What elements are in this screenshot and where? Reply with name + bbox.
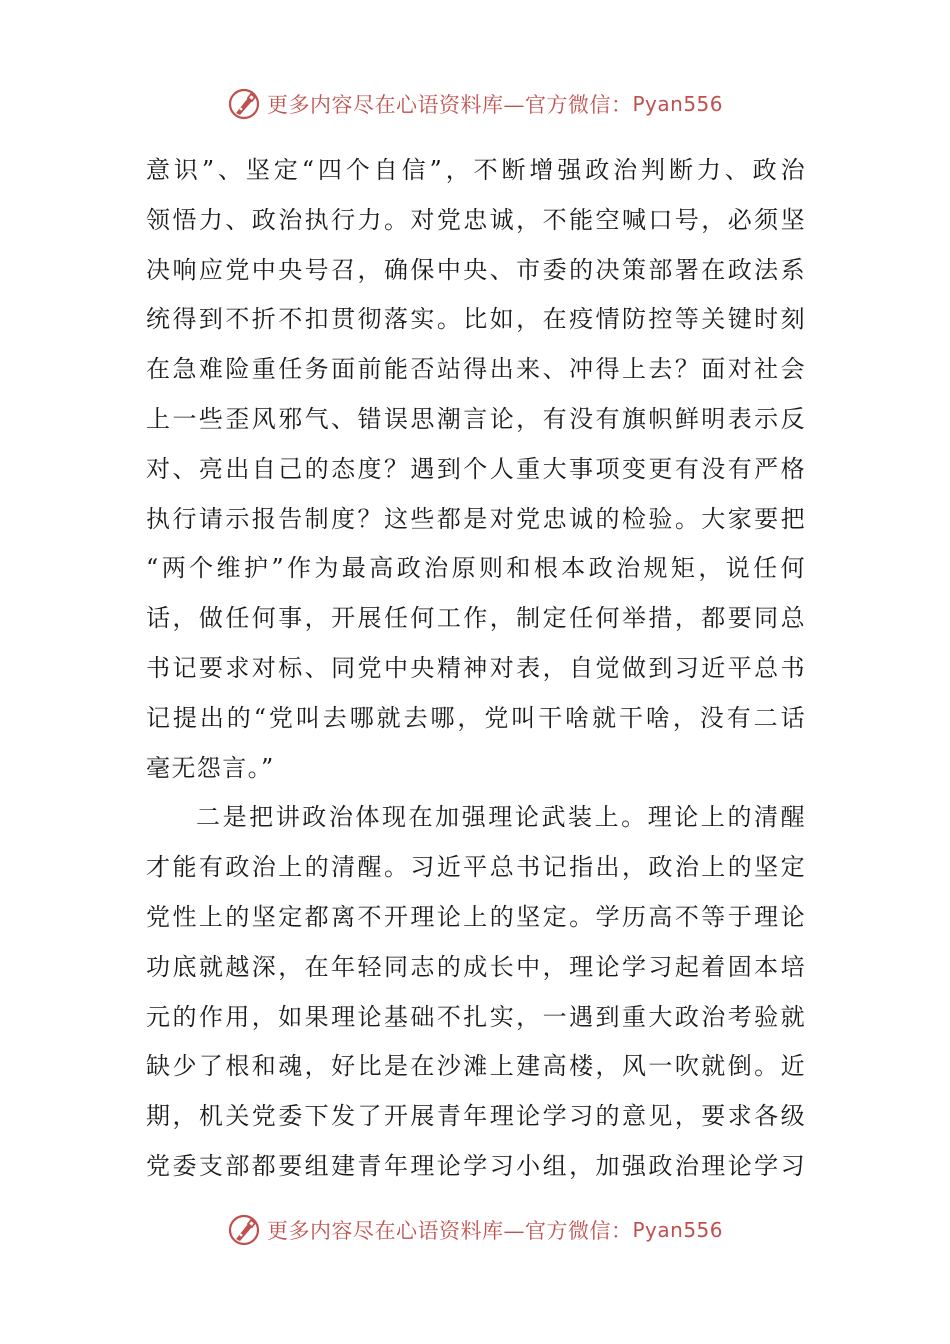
text-line: 对、亮出自己的态度？遇到个人重大事项变更有没有严格 bbox=[146, 454, 806, 483]
text-line: 书记要求对标、同党中央精神对表，自觉做到习近平总书 bbox=[146, 653, 806, 682]
text-line: 上一些歪风邪气、错误思潮言论，有没有旗帜鲜明表示反 bbox=[146, 404, 806, 433]
watermark-text: 更多内容尽在心语资料库—官方微信： bbox=[266, 93, 633, 117]
watermark-text: 更多内容尽在心语资料库—官方微信： bbox=[266, 1219, 633, 1243]
text-line: 话，做任何事，开展任何工作，制定任何举措，都要同总 bbox=[146, 604, 806, 633]
text-line: 统得到不折不扣贯彻落实。比如，在疫情防控等关键时刻 bbox=[146, 305, 806, 334]
text-line: 党委支部都要组建青年理论学习小组，加强政治理论学习 bbox=[146, 1151, 806, 1180]
text-line: 在急难险重任务面前能否站得出来、冲得上去？面对社会 bbox=[146, 355, 806, 384]
text-line: 党性上的坚定都离不开理论上的坚定。学历高不等于理论 bbox=[146, 902, 806, 931]
text-line: 功底就越深，在年轻同志的成长中，理论学习起着固本培 bbox=[146, 952, 806, 981]
pen-nib-logo-icon bbox=[227, 1213, 261, 1247]
text-line: 领悟力、政治执行力。对党忠诚，不能空喊口号，必须坚 bbox=[146, 205, 806, 234]
text-line: 执行请示报告制度？这些都是对党忠诚的检验。大家要把 bbox=[146, 504, 806, 533]
header-watermark bbox=[0, 84, 950, 124]
text-line: 二是把讲政治体现在加强理论武装上。理论上的清醒 bbox=[196, 803, 806, 832]
text-line: “两个维护”作为最高政治原则和根本政治规矩，说任何 bbox=[146, 554, 806, 583]
watermark-handle: Pyan556 bbox=[632, 92, 723, 116]
text-line: 意识”、坚定“四个自信”，不断增强政治判断力、政治 bbox=[146, 156, 806, 184]
text-line: 期，机关党委下发了开展青年理论学习的意见，要求各级 bbox=[146, 1102, 806, 1131]
watermark-handle: Pyan556 bbox=[632, 1218, 723, 1242]
document-body bbox=[146, 146, 806, 1192]
pen-nib-logo-icon bbox=[227, 87, 261, 121]
text-line: 记提出的“党叫去哪就去哪，党叫干啥就干啥，没有二话 bbox=[146, 703, 806, 732]
text-line: 缺少了根和魂，好比是在沙滩上建高楼，风一吹就倒。近 bbox=[146, 1052, 806, 1081]
text-line: 决响应党中央号召，确保中央、市委的决策部署在政法系 bbox=[146, 255, 806, 284]
text-line: 才能有政治上的清醒。习近平总书记指出，政治上的坚定 bbox=[146, 853, 806, 882]
text-line: 毫无怨言。” bbox=[146, 753, 275, 782]
footer-watermark bbox=[0, 1210, 950, 1250]
text-line: 元的作用，如果理论基础不扎实，一遇到重大政治考验就 bbox=[146, 1002, 806, 1031]
